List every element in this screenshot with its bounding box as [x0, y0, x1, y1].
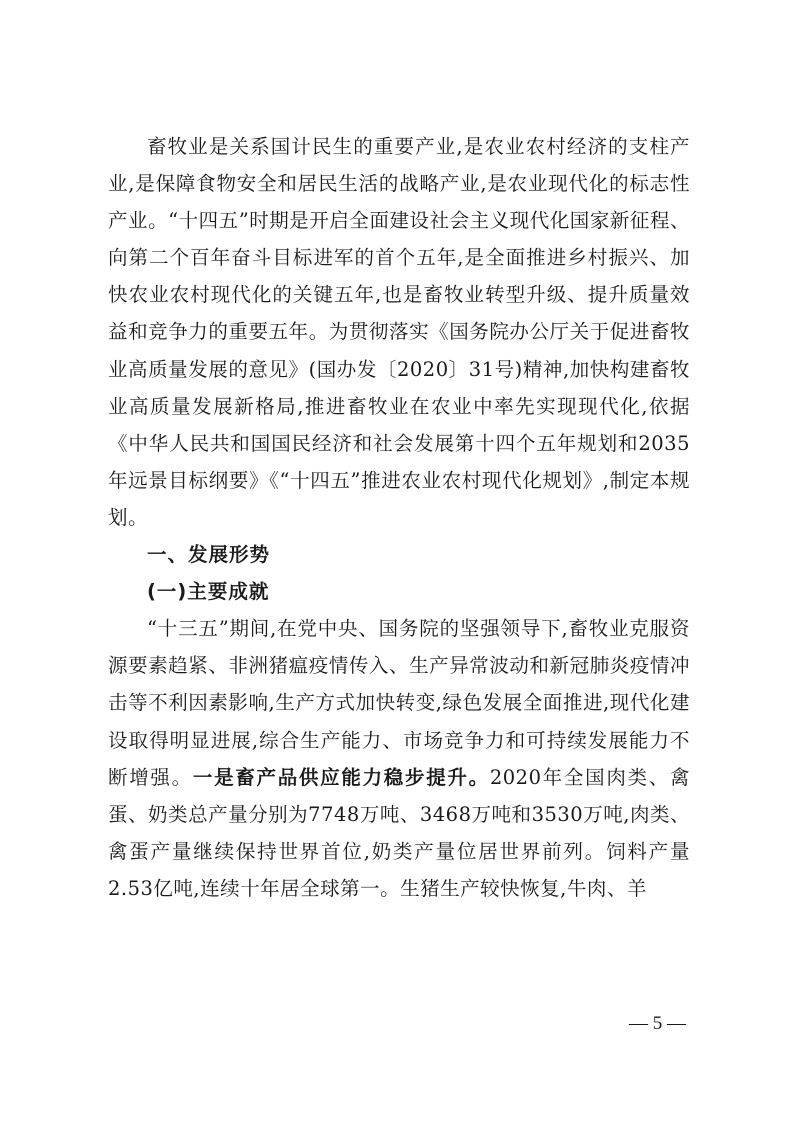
document-body	[108, 128, 690, 907]
section-heading: 一、发展形势	[147, 543, 271, 567]
achievements-text-1: “十三五”期间,在党中央、国务院的坚强领导下,畜牧业克服资源要素趋紧、非洲猪瘟疫情传入、生产异常波动和新冠肺炎疫情冲击等不利因素影响,生产方式加快转变,绿色发展全面推进,现代化建设取得明显进展,综合生产能力、市场竞争力和可持续发展能力不断增强。	[108, 617, 690, 789]
subsection-heading: (一)主要成就	[147, 580, 270, 604]
achievements-bold-lead: 一是畜产品供应能力稳步提升。	[192, 765, 490, 789]
intro-paragraph: 畜牧业是关系国计民生的重要产业,是农业农村经济的支柱产业,是保障食物安全和居民生活的战略产业,是农业现代化的标志性产业。“十四五”时期是开启全面建设社会主义现代化国家新征程、向第二个百年奋斗目标进军的首个五年,是全面推进乡村振兴、加快农业农村现代化的关键五年,也是畜牧业转型升级、提升质量效益和竞争力的重要五年。为贯彻落实《国务院办公厅关于促进畜牧业高质量发展的意见》(国办发〔2020〕31号)精神,加快构建畜牧业高质量发展新格局,推进畜牧业在农业中率先实现现代化,依据《中华人民共和国国民经济和社会发展第十四个五年规划和2035年远景目标纲要》《“十四五”推进农业农村现代化规划》,制定本规划。	[108, 135, 690, 529]
achievements-text-2: 2020年全国肉类、禽蛋、奶类总产量分别为7748万吨、3468万吨和3530万吨,肉类、禽蛋产量继续保持世界首位,奶类产量位居世界前列。饲料产量2.53亿吨,连续十年居全球第一。生猪生产较快恢复,牛肉、羊	[108, 765, 690, 900]
page-number: — 5 —	[629, 1013, 686, 1034]
achievements-paragraph	[108, 610, 690, 907]
